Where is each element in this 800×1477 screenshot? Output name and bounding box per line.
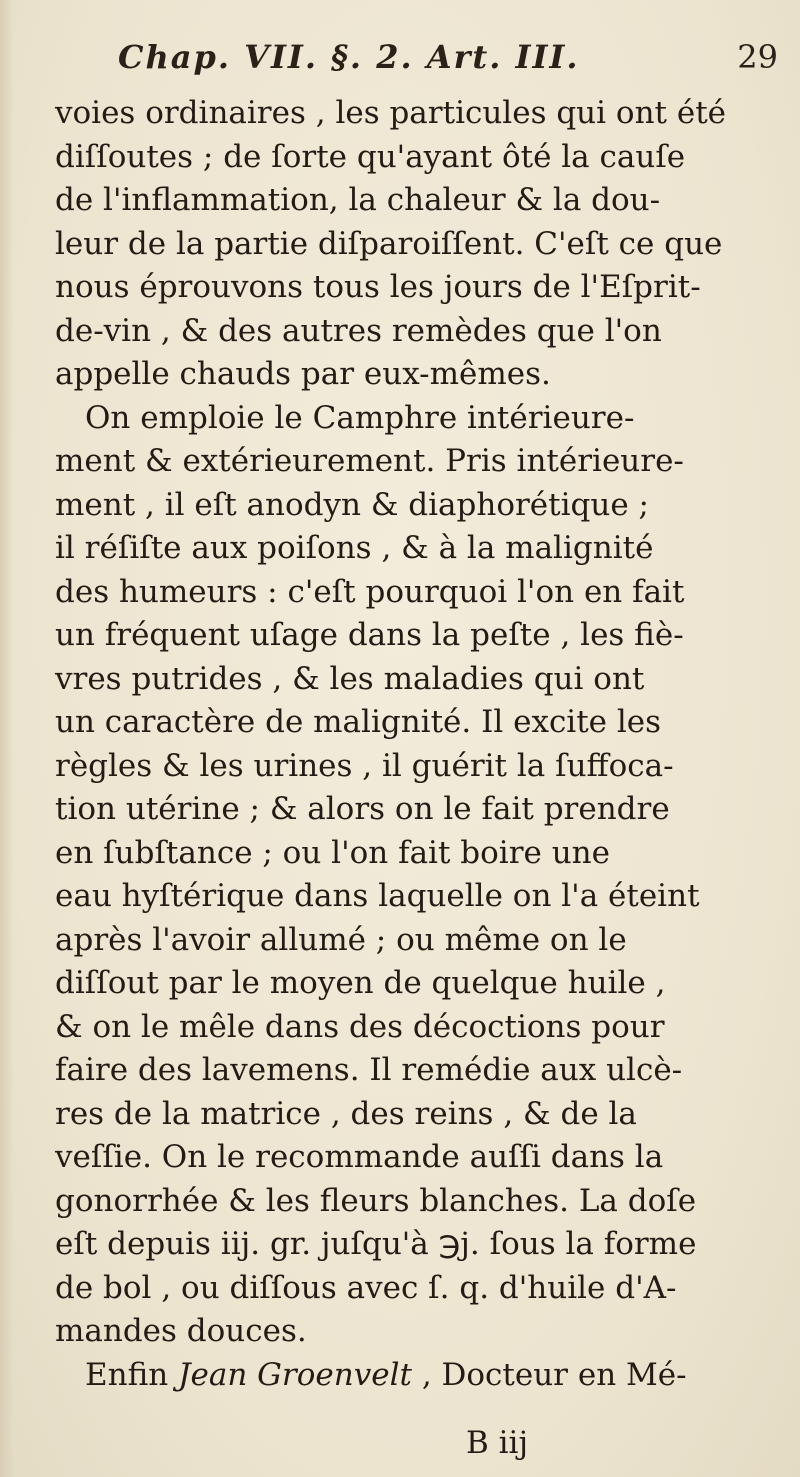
text-line: res de la matrice , des reins , & de la [55, 1095, 637, 1132]
text-run: Enfin [85, 1356, 179, 1393]
text-line: tion utérine ; & alors on le fait prendre [55, 791, 670, 827]
text-line: en ſubſtance ; ou l'on fait boire une [55, 834, 610, 871]
text-run: , Docteur en Mé- [411, 1356, 687, 1393]
text-line: leur de la partie diſparoiſſent. C'eſt ce que [55, 225, 723, 262]
text-line: il réſiſte aux poiſons , & à la malignité [55, 530, 654, 566]
text-line: de bol , ou diſſous avec ſ. q. d'huile d'A- [55, 1269, 677, 1306]
text-line: vres putrides , & les maladies qui ont [55, 660, 645, 697]
paragraph-start-line: On emploie le Camphre intérieure- [85, 399, 635, 436]
text-line: & on le mêle dans des décoctions pour [55, 1008, 665, 1045]
text-line: après l'avoir allumé ; ou même on le [55, 921, 627, 958]
text-line: des humeurs : c'eſt pourquoi l'on en fait [55, 573, 685, 610]
text-line: gonorrhée & les fleurs blanches. La doſe [55, 1182, 697, 1219]
text-line: eau hyſtérique dans laquelle on l'a éteint [55, 878, 700, 914]
text-line: un caractère de malignité. Il excite les [55, 704, 662, 740]
page-gutter-shadow [0, 0, 14, 1477]
text-line: mandes douces. [55, 1313, 307, 1349]
running-head [118, 38, 778, 88]
text-line: diſſoutes ; de ſorte qu'ayant ôté la cauſe [55, 138, 686, 175]
text-line: règles & les urines , il guérit la ſuffoca- [55, 747, 674, 784]
text-line: de-vin , & des autres remèdes que l'on [55, 312, 662, 349]
text-line: ment , il eſt anodyn & diaphorétique ; [55, 486, 649, 523]
paragraph-start-line [55, 1354, 785, 1398]
text-line: faire des lavemens. Il remédie aux ulcè- [55, 1052, 683, 1088]
text-line: eſt depuis iij. gr. juſqu'à ℈j. ſous la forme [55, 1226, 697, 1262]
text-line: de l'inflammation, la chaleur & la dou- [55, 182, 661, 218]
running-head-title: Chap. VII. §. 2. Art. III. [118, 38, 580, 76]
text-line: diſſout par le moyen de quelque huile , [55, 965, 666, 1001]
body-text [55, 92, 785, 1397]
text-line: voies ordinaires , les particules qui ont été [55, 95, 726, 131]
signature-mark: B iij [466, 1425, 529, 1461]
text-line: nous éprouvons tous les jours de l'Eſprit- [55, 269, 701, 305]
text-line: appelle chauds par eux-mêmes. [55, 356, 551, 392]
text-line: veſſie. On le recommande auſſi dans la [55, 1139, 664, 1175]
text-line: un fréquent uſage dans la peſte , les fiè- [55, 617, 684, 653]
page-number: 29 [737, 38, 778, 76]
author-name: Jean Groenvelt [178, 1356, 412, 1393]
text-line: ment & extérieurement. Pris intérieure- [55, 443, 684, 479]
